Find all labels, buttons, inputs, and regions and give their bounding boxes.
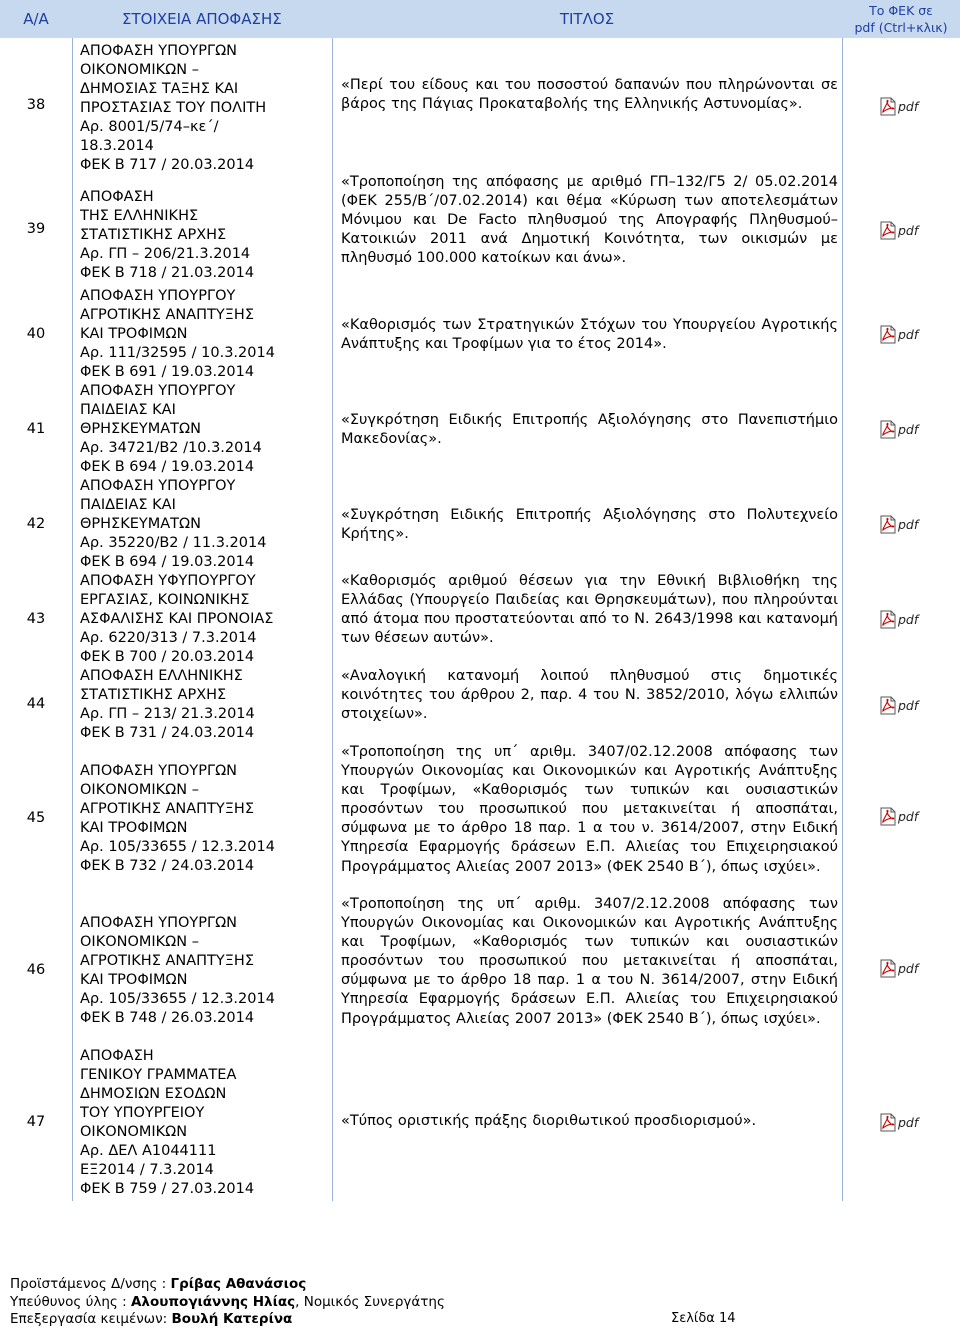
decision-title: «Τύπος οριστικής πράξης διοριθωτικού προσδιορισμού». — [341, 1113, 757, 1129]
footer — [10, 1276, 445, 1329]
table-row — [0, 286, 960, 381]
decision-title: «Καθορισμός των Στρατηγικών Στόχων του Υπουργείου Αγροτικής Ανάπτυξης και Τροφίμων για το έτος 2014». — [341, 317, 838, 353]
decision-title: «Συγκρότηση Ειδικής Επιτροπής Αξιολόγησης στο Πολυτεχνείο Κρήτης». — [341, 507, 838, 543]
table-row — [0, 476, 960, 571]
footer-text-processing: Βουλή Κατερίνα — [171, 1311, 293, 1327]
pdf-icon — [880, 696, 896, 715]
pdf-label: pdf — [898, 421, 919, 437]
pdf-icon — [880, 97, 896, 116]
table-row — [0, 1046, 960, 1198]
row-number: 45 — [26, 810, 46, 826]
header-decision-details: ΣΤΟΙΧΕΙΑ ΑΠΟΦΑΣΗΣ — [122, 10, 282, 28]
row-number: 44 — [26, 696, 46, 712]
pdf-label: pdf — [898, 222, 919, 238]
decision-title: «Τροποποίηση της απόφασης με αριθμό ΓΠ–132/Γ5 2/ 05.02.2014 (ΦΕΚ 255/Β΄/07.02.2014) και θέμα «Κύρωση των αποτελεσμάτων Μόνιμου και De Facto πληθυσμού της Απογραφής Πληθυσμού– Κατοικιών 2011 ανά Δημοτική Κοινότητα, των οικισμών με πληθυσμό 100.000 κατοίκων και άνω». — [341, 174, 838, 267]
pdf-icon — [880, 515, 896, 534]
decision-details: ΑΠΟΦΑΣΗ ΥΠΟΥΡΓΟΥ ΠΑΙΔΕΙΑΣ ΚΑΙ ΘΡΗΣΚΕΥΜΑΤΩΝ Αρ. 34721/Β2 /10.3.2014 ΦΕΚ Β 694 / 19.03.2014 — [80, 383, 262, 475]
header-fek-line1: Το ΦΕΚ σε — [869, 3, 933, 18]
table-row — [0, 666, 960, 742]
pdf-link[interactable] — [880, 96, 918, 116]
pdf-icon — [880, 959, 896, 978]
decision-details: ΑΠΟΦΑΣΗ ΥΠΟΥΡΓΩΝ ΟΙΚΟΝΟΜΙΚΩΝ – ΑΓΡΟΤΙΚΗΣ ΑΝΑΠΤΥΞΗΣ ΚΑΙ ΤΡΟΦΙΜΩΝ Αρ. 105/33655 / 12.3.2014 ΦΕΚ Β 748 / 26.03.2014 — [80, 915, 275, 1026]
footer-editor: Αλουπογιάννης Ηλίας — [130, 1293, 296, 1310]
table-row — [0, 38, 960, 172]
decision-title: «Τροποποίηση της υπ΄ αριθμ. 3407/2.12.2008 απόφασης των Υπουργών Οικονομίας και Οικονομικών και Αγροτικής Ανάπτυξης και Τροφίμων, «Καθορισμός των τυπικών και ουσιαστικών προσόντων του προσωπικού που μετακινείται ή αποσπάται, σύμφωνα με το άρθρο 18 παρ. 1 α του Ν. 3614/2007, στην Ειδική Υπηρεσία Εφαρμογής δράσεων Ε.Π. Αλιείας του Επιχειρησιακού Προγράμματος Αλιείας 2007 2013» (ΦΕΚ 2540 Β΄), όπως ισχύει». — [341, 896, 838, 1027]
decision-details: ΑΠΟΦΑΣΗ ΕΛΛΗΝΙΚΗΣ ΣΤΑΤΙΣΤΙΚΗΣ ΑΡΧΗΣ Αρ. ΓΠ – 213/ 21.3.2014 ΦΕΚ Β 731 / 24.03.2014 — [80, 668, 255, 741]
pdf-link[interactable] — [880, 1112, 918, 1132]
pdf-link[interactable] — [880, 958, 918, 978]
decision-details: ΑΠΟΦΑΣΗ ΥΠΟΥΡΓΟΥ ΑΓΡΟΤΙΚΗΣ ΑΝΑΠΤΥΞΗΣ ΚΑΙ ΤΡΟΦΙΜΩΝ Αρ. 111/32595 / 10.3.2014 ΦΕΚ Β 691 / 19.03.2014 — [80, 288, 275, 380]
pdf-icon — [880, 221, 896, 240]
pdf-label: pdf — [898, 1114, 919, 1130]
decision-details: ΑΠΟΦΑΣΗ ΥΠΟΥΡΓΩΝ ΟΙΚΟΝΟΜΙΚΩΝ – ΔΗΜΟΣΙΑΣ ΤΑΞΗΣ ΚΑΙ ΠΡΟΣΤΑΣΙΑΣ ΤΟΥ ΠΟΛΙΤΗ Αρ. 8001/5/74–κε΄/ 18.3.2014 ΦΕΚ Β 717 / 20.03.2014 — [80, 43, 267, 173]
pdf-link[interactable] — [880, 419, 918, 439]
decision-details: ΑΠΟΦΑΣΗ ΥΠΟΥΡΓΩΝ ΟΙΚΟΝΟΜΙΚΩΝ – ΑΓΡΟΤΙΚΗΣ ΑΝΑΠΤΥΞΗΣ ΚΑΙ ΤΡΟΦΙΜΩΝ Αρ. 105/33655 / 12.3.2014 ΦΕΚ Β 732 / 24.03.2014 — [80, 763, 275, 874]
table-row — [0, 742, 960, 894]
decision-title: «Συγκρότηση Ειδικής Επιτροπής Αξιολόγησης στο Πανεπιστήμιο Μακεδονίας». — [341, 412, 838, 448]
footer-label: Προϊστάμενος Δ/νσης : — [10, 1276, 171, 1292]
pdf-label: pdf — [898, 516, 919, 532]
pdf-icon — [880, 325, 896, 344]
pdf-link[interactable] — [880, 609, 918, 629]
page-number: Σελίδα 14 — [671, 1311, 736, 1326]
table-row — [0, 381, 960, 476]
pdf-link[interactable] — [880, 514, 918, 534]
pdf-icon — [880, 420, 896, 439]
pdf-link[interactable] — [880, 324, 918, 344]
row-number: 47 — [26, 1114, 46, 1130]
footer-label: Επεξεργασία κειμένων: — [10, 1311, 172, 1327]
decision-title: «Περί του είδους και του ποσοστού δαπανών που πληρώνονται σε βάρος της Πάγιας Προκαταβολής της Ελληνικής Αστυνομίας». — [341, 77, 838, 113]
row-number: 38 — [26, 97, 46, 113]
table-header — [0, 0, 960, 38]
footer-director: Γρίβας Αθανάσιος — [170, 1276, 307, 1292]
pdf-label: pdf — [898, 808, 919, 824]
footer-role: , Νομικός Συνεργάτης — [295, 1293, 445, 1310]
decision-title: «Αναλογική κατανομή λοιπού πληθυσμού στις δημοτικές κοινότητες του άρθρου 2, παρ. 4 του Ν. 3852/2010, λόγω ελλιπών στοιχείων». — [341, 668, 838, 723]
header-aa: Α/Α — [23, 10, 49, 28]
row-number: 46 — [26, 962, 46, 978]
footer-label: Υπεύθυνος ύλης : — [10, 1293, 131, 1310]
table-row — [0, 571, 960, 666]
decision-details: ΑΠΟΦΑΣΗ ΤΗΣ ΕΛΛΗΝΙΚΗΣ ΣΤΑΤΙΣΤΙΚΗΣ ΑΡΧΗΣ Αρ. ΓΠ – 206/21.3.2014 ΦΕΚ Β 718 / 21.03.2014 — [80, 189, 255, 281]
decision-title: «Τροποποίηση της υπ΄ αριθμ. 3407/02.12.2008 απόφασης των Υπουργών Οικονομίας και Οικονομικών και Αγροτικής Ανάπτυξης και Τροφίμων, «Καθορισμός των τυπικών και ουσιαστικών προσόντων του προσωπικού που μετακινείται ή αποσπάται, σύμφωνα με το άρθρο 18 παρ. 1 α του ν. 3614/2007, στην Ειδική Υπηρεσία Εφαρμογής δράσεων Ε.Π. Αλιείας του Επιχειρησιακού Προγράμματος Αλιείας 2007 2013» (ΦΕΚ 2540 Β΄), όπως ισχύει». — [341, 744, 838, 875]
pdf-label: pdf — [898, 98, 919, 114]
pdf-icon — [880, 610, 896, 629]
pdf-icon — [880, 1113, 896, 1132]
decision-title: «Καθορισμός αριθμού θέσεων για την Εθνική Βιβλιοθήκη της Ελλάδας (Υπουργείο Παιδείας και Θρησκευμάτων), που πληρούνται από άτομα που προστατεύονται από το Ν. 2643/1998 και κατανομή των θέσεων αυτών». — [341, 573, 838, 647]
row-number: 40 — [26, 325, 46, 342]
pdf-label: pdf — [898, 326, 919, 342]
decision-details: ΑΠΟΦΑΣΗ ΓΕΝΙΚΟΥ ΓΡΑΜΜΑΤΕΑ ΔΗΜΟΣΙΩΝ ΕΣΟΔΩΝ ΤΟΥ ΥΠΟΥΡΓΕΙΟΥ ΟΙΚΟΝΟΜΙΚΩΝ Αρ. ΔΕΛ Α1044111 ΕΞ2014 / 7.3.2014 ΦΕΚ Β 759 / 27.03.2014 — [80, 1048, 255, 1197]
header-title: ΤΙΤΛΟΣ — [559, 10, 615, 28]
pdf-label: pdf — [898, 611, 919, 627]
pdf-link[interactable] — [880, 695, 918, 715]
pdf-icon — [880, 807, 896, 826]
row-number: 41 — [26, 420, 46, 437]
decision-details: ΑΠΟΦΑΣΗ ΥΦΥΠΟΥΡΓΟΥ ΕΡΓΑΣΙΑΣ, ΚΟΙΝΩΝΙΚΗΣ ΑΣΦΑΛΙΣΗΣ ΚΑΙ ΠΡΟΝΟΙΑΣ Αρ. 6220/313 / 7.3.2014 ΦΕΚ Β 700 / 20.03.2014 — [80, 573, 274, 665]
header-fek-pdf — [842, 0, 960, 38]
header-fek-line2: pdf (Ctrl+κλικ) — [854, 20, 948, 35]
row-number: 43 — [26, 610, 46, 627]
pdf-link[interactable] — [880, 220, 918, 240]
row-number: 39 — [26, 221, 46, 237]
pdf-label: pdf — [898, 697, 919, 713]
decision-details: ΑΠΟΦΑΣΗ ΥΠΟΥΡΓΟΥ ΠΑΙΔΕΙΑΣ ΚΑΙ ΘΡΗΣΚΕΥΜΑΤΩΝ Αρ. 35220/Β2 / 11.3.2014 ΦΕΚ Β 694 / 19.03.2014 — [80, 478, 267, 570]
pdf-label: pdf — [898, 960, 919, 976]
pdf-link[interactable] — [880, 806, 918, 826]
table-row — [0, 894, 960, 1046]
table-row — [0, 172, 960, 286]
row-number: 42 — [26, 515, 46, 532]
